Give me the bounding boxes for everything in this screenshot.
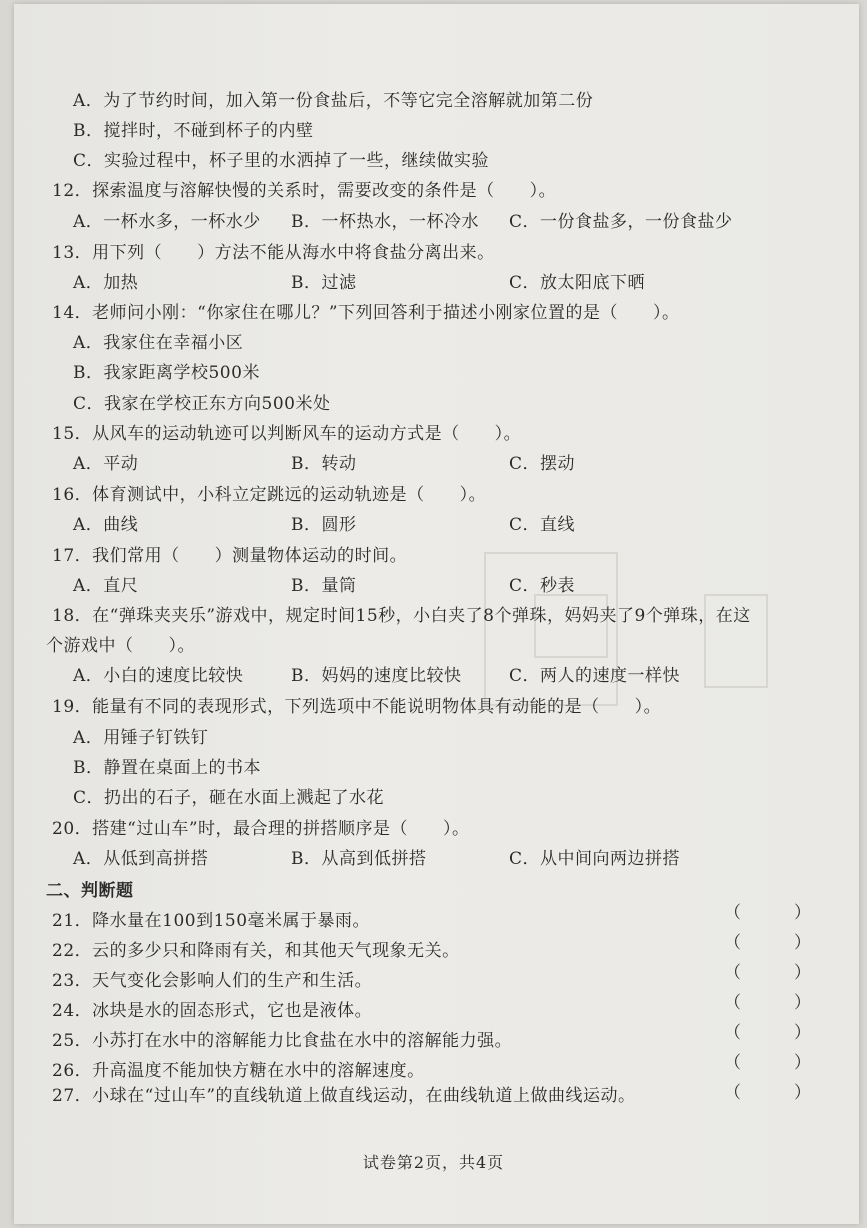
q20-stem: 20．搭建“过山车”时，最合理的拼搭顺序是（ ）。	[52, 819, 470, 839]
q17-option-b: B．量筒	[291, 576, 357, 596]
q15-options	[73, 453, 833, 475]
q20-option-c: C．从中间向两边拼搭	[509, 849, 681, 869]
q12-stem: 12．探索温度与溶解快慢的关系时，需要改变的条件是（ ）。	[52, 181, 557, 201]
q19-option-c: C．扔出的石子，砸在水面上溅起了水花	[73, 788, 385, 808]
q14-option-a: A．我家住在幸福小区	[73, 333, 244, 353]
q20-option-b: B．从高到低拼搭	[291, 849, 427, 869]
q21-item: 21．降水量在100到150毫米属于暴雨。	[52, 911, 371, 931]
q18-options	[73, 665, 833, 687]
q13-stem: 13．用下列（ ）方法不能从海水中将食盐分离出来。	[52, 243, 495, 263]
q11-option-b: B．搅拌时，不碰到杯子的内壁	[73, 121, 314, 141]
q16-option-a: A．曲线	[73, 515, 139, 535]
q16-option-c: C．直线	[509, 515, 576, 535]
q12-option-b: B．一杯热水，一杯冷水	[291, 212, 479, 232]
page-footer: 试卷第2页，共4页	[362, 1153, 505, 1172]
q20-option-a: A．从低到高拼搭	[73, 849, 209, 869]
q18-option-c: C．两人的速度一样快	[509, 666, 681, 686]
q15-stem: 15．从风车的运动轨迹可以判断风车的运动方式是（ ）。	[52, 424, 522, 444]
q23-item: 23．天气变化会影响人们的生产和生活。	[52, 971, 373, 991]
q16-stem: 16．体育测试中，小科立定跳远的运动轨迹是（ ）。	[52, 485, 487, 505]
q18-stem-line2: 个游戏中（ ）。	[46, 636, 195, 656]
section-title-judgement: 二、判断题	[46, 881, 134, 901]
q24-answer-paren: （ ）	[724, 993, 829, 1013]
q19-stem: 19．能量有不同的表现形式，下列选项中不能说明物体具有动能的是（ ）。	[52, 697, 662, 717]
q26-item: 26．升高温度不能加快方糖在水中的溶解速度。	[52, 1061, 425, 1081]
q13-option-a: A．加热	[73, 273, 139, 293]
q24-item: 24．冰块是水的固态形式，它也是液体。	[52, 1001, 373, 1021]
q18-stem-line1: 18．在“弹珠夹夹乐”游戏中，规定时间15秒，小白夹了8个弹珠，妈妈夹了9个弹珠，在这	[52, 606, 751, 626]
q27-answer-paren: （ ）	[724, 1083, 829, 1103]
q22-item: 22．云的多少只和降雨有关，和其他天气现象无关。	[52, 941, 460, 961]
q14-stem: 14．老师问小刚：“你家住在哪儿？”下列回答利于描述小刚家位置的是（ ）。	[52, 303, 680, 323]
q13-option-c: C．放太阳底下晒	[509, 273, 646, 293]
q13-options	[73, 272, 833, 294]
q16-options	[73, 514, 833, 536]
q17-option-a: A．直尺	[73, 576, 139, 596]
q18-option-b: B．妈妈的速度比较快	[291, 666, 462, 686]
q14-option-c: C．我家在学校正东方向500米处	[73, 394, 331, 414]
q12-option-a: A．一杯水多，一杯水少	[73, 212, 261, 232]
q12-options	[73, 211, 833, 233]
q17-stem: 17．我们常用（ ）测量物体运动的时间。	[52, 546, 408, 566]
q11-option-a: A．为了节约时间，加入第一份食盐后，不等它完全溶解就加第二份	[73, 91, 594, 111]
q17-option-c: C．秒表	[509, 576, 576, 596]
q18-option-a: A．小白的速度比较快	[73, 666, 244, 686]
q26-answer-paren: （ ）	[724, 1053, 829, 1073]
q25-item: 25．小苏打在水中的溶解能力比食盐在水中的溶解能力强。	[52, 1031, 513, 1051]
q11-option-c: C．实验过程中，杯子里的水洒掉了一些，继续做实验	[73, 151, 490, 171]
q12-option-c: C．一份食盐多，一份食盐少	[509, 212, 733, 232]
q15-option-b: B．转动	[291, 454, 357, 474]
q23-answer-paren: （ ）	[724, 963, 829, 983]
q13-option-b: B．过滤	[291, 273, 357, 293]
q16-option-b: B．圆形	[291, 515, 357, 535]
q17-options	[73, 575, 833, 597]
q27-item: 27．小球在“过山车”的直线轨道上做直线运动，在曲线轨道上做曲线运动。	[52, 1086, 636, 1106]
q19-option-a: A．用锤子钉铁钉	[73, 728, 209, 748]
q20-options	[73, 848, 833, 870]
q21-answer-paren: （ ）	[724, 903, 829, 923]
q19-option-b: B．静置在桌面上的书本	[73, 758, 261, 778]
q14-option-b: B．我家距离学校500米	[73, 363, 260, 383]
q15-option-a: A．平动	[73, 454, 139, 474]
q25-answer-paren: （ ）	[724, 1023, 829, 1043]
q22-answer-paren: （ ）	[724, 933, 829, 953]
q15-option-c: C．摆动	[509, 454, 576, 474]
